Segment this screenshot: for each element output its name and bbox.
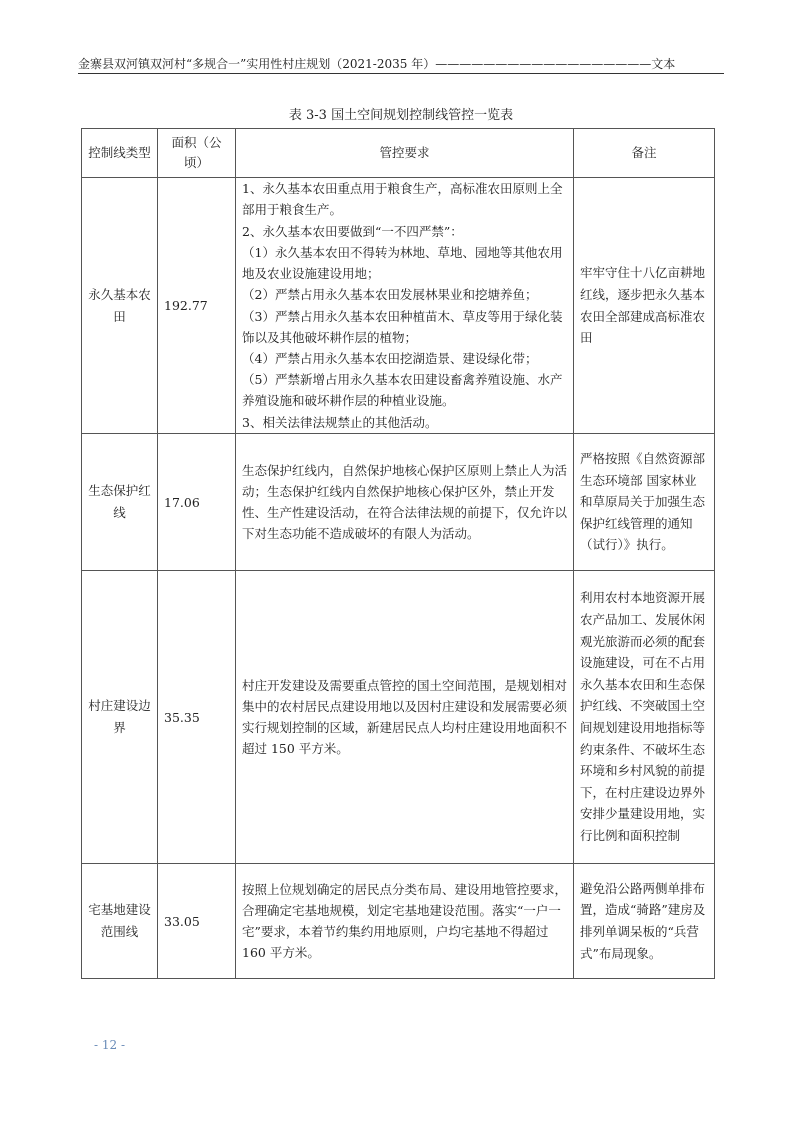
requirement-line: （4）严禁占用永久基本农田挖湖造景、建设绿化带； (242, 350, 538, 366)
row-type: 宅基地建设范围线 (82, 864, 158, 979)
row-type: 村庄建设边界 (82, 571, 158, 864)
col-header-notes: 备注 (574, 129, 715, 178)
row-notes: 利用农村本地资源开展农产品加工、发展休闲观光旅游而必须的配套设施建设，可在不占用永久基本农田和生态保护红线、不突破国土空间规划建设用地指标等约束条件、不破坏生态环境和乡村风貌的前提下，在村庄建设边界外安排少量建设用地，实行比例和面积控制 (574, 571, 715, 864)
table-row (82, 571, 715, 864)
page-header: 金寨县双河镇双河村“多规合一”实用性村庄规划（2021-2035 年）——————————————————文本 (78, 57, 676, 71)
table-header-row (82, 129, 715, 178)
row-type: 永久基本农田 (82, 178, 158, 434)
col-header-area: 面积（公顷） (158, 129, 236, 178)
requirement-line: （3）严禁占用永久基本农田种植苗木、草皮等用于绿化装饰以及其他破坏耕作层的植物； (242, 308, 563, 345)
requirement-line: （1）永久基本农田不得转为林地、草地、园地等其他农用地及农业设施建设用地； (242, 244, 563, 282)
col-header-requirements: 管控要求 (236, 129, 574, 178)
row-notes: 牢牢守住十八亿亩耕地红线，逐步把永久基本农田全部建成高标准农田 (574, 178, 715, 434)
page-number: - 12 - (94, 1038, 126, 1052)
requirement-line: 3、相关法律法规禁止的其他活动。 (242, 414, 438, 430)
table-caption: 表 3-3 国土空间规划控制线管控一览表 (288, 108, 514, 123)
row-notes: 严格按照《自然资源部 生态环境部 国家林业和草原局关于加强生态保护红线管理的通知（试行）》执行。 (574, 434, 715, 571)
table-row (82, 434, 715, 571)
row-requirements (236, 434, 574, 571)
table-row (82, 178, 715, 434)
requirement-line: 按照上位规划确定的居民点分类布局、建设用地管控要求，合理确定宅基地规模，划定宅基地建设范围。落实“一户一宅”要求，本着节约集约用地原则，户均宅基地不得超过 160 平方米。 (242, 881, 568, 961)
header-rule (78, 73, 724, 74)
row-area: 33.05 (158, 864, 236, 979)
row-area: 17.06 (158, 434, 236, 571)
row-area: 192.77 (158, 178, 236, 434)
requirement-line: （2）严禁占用永久基本农田发展林果业和挖塘养鱼； (242, 287, 538, 303)
requirement-line: 2、永久基本农田要做到“一不四严禁”： (242, 223, 463, 239)
row-type: 生态保护红线 (82, 434, 158, 571)
requirement-line: 村庄开发建设及需要重点管控的国土空间范围，是规划相对集中的农村居民点建设用地以及因村庄建设和发展需要必须实行规划控制的区域，新建居民点人均村庄建设用地面积不超过 150 平方米。 (242, 677, 568, 757)
row-requirements (236, 178, 574, 434)
row-requirements (236, 864, 574, 979)
requirement-line: （5）严禁新增占用永久基本农田建设畜禽养殖设施、水产养殖设施和破坏耕作层的种植业设施。 (242, 372, 563, 409)
requirement-line: 1、永久基本农田重点用于粮食生产，高标准农田原则上全部用于粮食生产。 (242, 181, 563, 218)
row-notes: 避免沿公路两侧单排布置，造成“骑路”建房及排列单调呆板的“兵营式”布局现象。 (574, 864, 715, 979)
requirement-line: 生态保护红线内，自然保护地核心保护区原则上禁止人为活动；生态保护红线内自然保护地核心保护区外，禁止开发性、生产性建设活动，在符合法律法规的前提下，仅允许以下对生态功能不造成破坏的有限人为活动。 (242, 462, 568, 542)
table-row (82, 864, 715, 979)
col-header-type: 控制线类型 (82, 129, 158, 178)
row-requirements (236, 571, 574, 864)
row-area: 35.35 (158, 571, 236, 864)
control-line-table (81, 128, 715, 979)
